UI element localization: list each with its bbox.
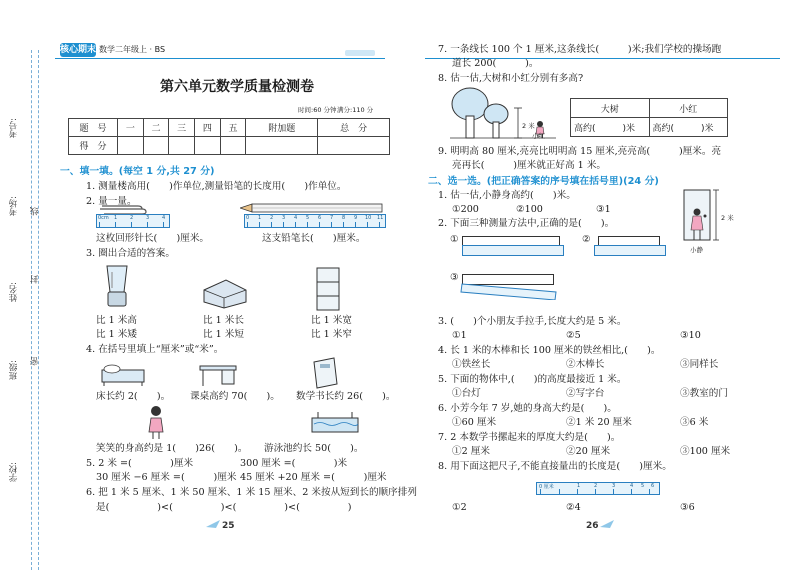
ruler-method-3-tilted bbox=[460, 282, 560, 300]
s1-q7: 7. 一条线长 100 个 1 厘米,这条线长( )米;我们学校的操场跑 bbox=[438, 44, 722, 55]
score-input[interactable] bbox=[118, 137, 144, 155]
math-book-icon bbox=[310, 356, 340, 390]
binding-dash-line-2 bbox=[38, 50, 39, 570]
ruler-small-label: 2 bbox=[130, 215, 134, 221]
ruler-long-label: 8 bbox=[342, 215, 346, 221]
xiaojing-label: 小静 bbox=[690, 246, 703, 254]
s1-q1: 1. 测量楼高用( )作单位,测量铅笔的长度用( )作单位。 bbox=[86, 181, 347, 192]
s2-q8: 8. 用下面这把尺子,不能直接量出的长度是( )厘米。 bbox=[438, 461, 672, 472]
ruler-long-label: 4 bbox=[294, 215, 298, 221]
s2-q2: 2. 下面三种测量方法中,正确的是( )。 bbox=[438, 218, 615, 229]
binding-kaohao: 考号: bbox=[9, 118, 19, 138]
s2-q7-opt2: ②20 厘米 bbox=[566, 446, 611, 457]
ruler-long-label: 5 bbox=[306, 215, 310, 221]
exam-time: 时间:60 分钟 bbox=[298, 106, 337, 114]
s2-q2-mark2: ② bbox=[582, 234, 591, 245]
s1-q3-c2a: 比 1 米长 bbox=[203, 315, 244, 326]
s1-q4: 4. 在括号里填上“厘米”或“米”。 bbox=[86, 344, 224, 355]
ruler-long-label: 2 bbox=[270, 215, 274, 221]
brand-logo: 核心期末 bbox=[60, 45, 97, 55]
s1-q5b: 300 厘米 =( )米 bbox=[240, 458, 348, 469]
score-cell-2: 二 bbox=[143, 119, 169, 137]
page-number-left: 25 bbox=[222, 521, 235, 531]
height-table-girl-value[interactable]: 高约( )米 bbox=[649, 118, 728, 137]
s2-q1: 1. 估一估,小静身高约( )米。 bbox=[438, 190, 576, 201]
tree-2m-mark: 2 米 bbox=[522, 122, 535, 130]
s2-q3-opt2: ②5 bbox=[566, 330, 581, 341]
s1-q7b: 道长 200( )。 bbox=[452, 58, 539, 69]
s2-q4-opt3: ③同样长 bbox=[680, 359, 719, 370]
s1-q5c: 30 厘米 −6 厘米 =( )厘米 bbox=[96, 472, 237, 483]
s2-q3: 3. ( )个小朋友手拉手,长度大约是 5 米。 bbox=[438, 316, 627, 327]
score-input[interactable] bbox=[169, 137, 195, 155]
paperclip-icon bbox=[98, 204, 148, 214]
ruler-long-label: 0 bbox=[246, 215, 250, 221]
ruler-broken-label: 4 bbox=[630, 483, 634, 489]
score-cell-4: 四 bbox=[195, 119, 221, 137]
page-title: 第六单元数学质量检测卷 bbox=[160, 79, 314, 95]
binding-mi: 密 bbox=[30, 357, 40, 366]
pencil-icon bbox=[240, 203, 390, 213]
s1-q2: 2. 量一量。 bbox=[86, 196, 137, 207]
binding-dash-line bbox=[31, 50, 32, 570]
score-table bbox=[68, 118, 390, 155]
s1-q4c: 数学书长约 26( )。 bbox=[296, 391, 396, 402]
xiaohong-label: 小红 bbox=[532, 132, 545, 140]
blender-icon bbox=[100, 264, 134, 310]
score-cell-3: 三 bbox=[169, 119, 195, 137]
page-number-right: 26 bbox=[586, 521, 599, 531]
score-input[interactable] bbox=[220, 137, 246, 155]
s1-q2b: 这支铅笔长( )厘米。 bbox=[262, 233, 366, 244]
s2-q2-mark3: ③ bbox=[450, 272, 459, 283]
ruler-long-label: 9 bbox=[354, 215, 358, 221]
s1-q4b: 课桌高约 70( )。 bbox=[190, 391, 280, 402]
s2-q5-opt2: ②写字台 bbox=[566, 388, 605, 399]
ruler-small-label: 3 bbox=[146, 215, 150, 221]
bookshelf-icon bbox=[314, 266, 342, 312]
subject-label: 数学二年级上 · BS bbox=[99, 45, 166, 54]
binding-banji: 班级: bbox=[9, 360, 19, 380]
score-cell-1: 一 bbox=[118, 119, 144, 137]
s1-q6b: 是( )<( )<( )<( ) bbox=[96, 502, 352, 513]
s1-q8: 8. 估一估,大树和小红分别有多高? bbox=[438, 73, 584, 84]
page-mark-icon bbox=[206, 520, 220, 528]
score-input[interactable] bbox=[246, 137, 318, 155]
ruler-broken-label: 6 bbox=[651, 483, 655, 489]
s1-q4e: 游泳池约长 50( )。 bbox=[264, 443, 364, 454]
s2-q5-opt1: ①台灯 bbox=[452, 388, 481, 399]
s2-q3-opt3: ③10 bbox=[680, 330, 701, 341]
ruler-broken-label: 1 bbox=[577, 483, 581, 489]
ruler-long-label: 1 bbox=[258, 215, 262, 221]
score-input[interactable] bbox=[143, 137, 169, 155]
ruler-small bbox=[96, 214, 170, 228]
s1-q4a: 床长约 2( )。 bbox=[96, 391, 171, 402]
s1-q9b: 亮再长( )厘米就正好高 1 米。 bbox=[452, 160, 607, 171]
section1-heading: 一、填一填。(每空 1 分,共 27 分) bbox=[60, 166, 215, 177]
binding-feng: 封 bbox=[30, 275, 40, 284]
s2-q4-opt2: ②木棒长 bbox=[566, 359, 605, 370]
s2-q7-opt1: ①2 厘米 bbox=[452, 446, 490, 457]
s2-q3-opt1: ①1 bbox=[452, 330, 467, 341]
girl-icon bbox=[146, 404, 166, 440]
ruler-method-1 bbox=[462, 245, 564, 256]
s2-q1-opt2: ②100 bbox=[516, 204, 543, 215]
s1-q5d: 45 厘米 +20 厘米 =( )厘米 bbox=[240, 472, 387, 483]
binding-kaochang: 考场: bbox=[9, 196, 19, 216]
ruler-small-label: 0cm bbox=[98, 215, 109, 221]
score-cell-extra: 附加题 bbox=[246, 119, 318, 137]
height-table bbox=[570, 98, 728, 137]
ruler-long-label: 11 bbox=[377, 215, 384, 221]
door-2m-mark: 2 米 bbox=[721, 214, 734, 222]
s2-q5-opt3: ③教室的门 bbox=[680, 388, 728, 399]
s2-q6: 6. 小芳今年 7 岁,她的身高大约是( )。 bbox=[438, 403, 617, 414]
header-rule bbox=[55, 58, 385, 59]
s1-q3-c3a: 比 1 米宽 bbox=[311, 315, 352, 326]
section2-heading: 二、选一选。(把正确答案的序号填在括号里)(24 分) bbox=[428, 176, 659, 187]
s1-q3: 3. 圈出合适的答案。 bbox=[86, 248, 175, 259]
s2-q1-opt3: ③1 bbox=[596, 204, 611, 215]
s1-q3-c1a: 比 1 米高 bbox=[96, 315, 137, 326]
ruler-broken bbox=[536, 482, 660, 495]
ruler-long-label: 10 bbox=[365, 215, 372, 221]
s1-q3-c2b: 比 1 米短 bbox=[203, 329, 244, 340]
score-input[interactable] bbox=[318, 137, 390, 155]
score-cell-total: 总 分 bbox=[318, 119, 390, 137]
ruler-broken-label: 2 bbox=[594, 483, 598, 489]
ruler-long-label: 7 bbox=[330, 215, 334, 221]
s2-q8-opt2: ②4 bbox=[566, 502, 581, 513]
s2-q6-opt2: ②1 米 20 厘米 bbox=[566, 417, 632, 428]
height-table-tree-value[interactable]: 高约( )米 bbox=[571, 118, 650, 137]
s2-q1-opt1: ①200 bbox=[452, 204, 479, 215]
s2-q4: 4. 长 1 米的木棒和长 100 厘米的铁丝相比,( )。 bbox=[438, 345, 661, 356]
score-cell-5: 五 bbox=[220, 119, 246, 137]
bed-icon bbox=[100, 358, 146, 388]
s1-q2a: 这枚回形针长( )厘米。 bbox=[96, 233, 210, 244]
quilt-icon bbox=[200, 276, 250, 310]
binding-xuexiao: 学校: bbox=[9, 462, 19, 482]
ruler-long bbox=[244, 214, 386, 228]
exam-full-score: 满分:110 分 bbox=[337, 106, 374, 114]
s2-q6-opt3: ③6 米 bbox=[680, 417, 709, 428]
ruler-long-label: 3 bbox=[282, 215, 286, 221]
s2-q8-opt1: ①2 bbox=[452, 502, 467, 513]
s1-q3-c1b: 比 1 米矮 bbox=[96, 329, 137, 340]
height-table-head-girl: 小红 bbox=[649, 99, 728, 118]
page-mark-icon bbox=[600, 520, 614, 528]
s2-q4-opt1: ①铁丝长 bbox=[452, 359, 491, 370]
header-tag-mark bbox=[345, 50, 375, 56]
ruler-broken-label: 3 bbox=[612, 483, 616, 489]
s2-q7: 7. 2 本数学书摞起来的厚度大约是( )。 bbox=[438, 432, 621, 443]
s1-q6: 6. 把 1 米 5 厘米、1 米 50 厘米、1 米 15 厘米、2 米按从短到长的顺序排列 bbox=[86, 487, 417, 498]
binding-xingming: 姓名: bbox=[9, 282, 19, 302]
ruler-long-label: 6 bbox=[318, 215, 322, 221]
ruler-small-label: 4 bbox=[162, 215, 166, 221]
s2-q5: 5. 下面的物体中,( )的高度最接近 1 米。 bbox=[438, 374, 627, 385]
s1-q5a: 5. 2 米 =( )厘米 bbox=[86, 458, 194, 469]
score-row-label: 得 分 bbox=[69, 137, 118, 155]
ruler-broken-label: 5 bbox=[641, 483, 645, 489]
score-input[interactable] bbox=[195, 137, 221, 155]
ruler-broken-label: 0 厘米 bbox=[539, 484, 554, 490]
desk-icon bbox=[198, 360, 238, 388]
s2-q7-opt3: ③100 厘米 bbox=[680, 446, 731, 457]
score-cell-head: 题 号 bbox=[69, 119, 118, 137]
binding-xian: 线 bbox=[30, 207, 40, 216]
s2-q2-mark1: ① bbox=[450, 234, 459, 245]
s2-q6-opt1: ①60 厘米 bbox=[452, 417, 497, 428]
s2-q8-opt3: ③6 bbox=[680, 502, 695, 513]
ruler-method-2 bbox=[594, 245, 666, 256]
height-table-head-tree: 大树 bbox=[571, 99, 650, 118]
ruler-small-label: 1 bbox=[114, 215, 118, 221]
s1-q9: 9. 明明高 80 厘米,亮亮比明明高 15 厘米,亮亮高( )厘米。亮 bbox=[438, 146, 722, 157]
swimming-pool-icon bbox=[310, 410, 360, 436]
s1-q3-c3b: 比 1 米窄 bbox=[311, 329, 352, 340]
s1-q4d: 笑笑的身高约是 1( )26( )。 bbox=[96, 443, 248, 454]
